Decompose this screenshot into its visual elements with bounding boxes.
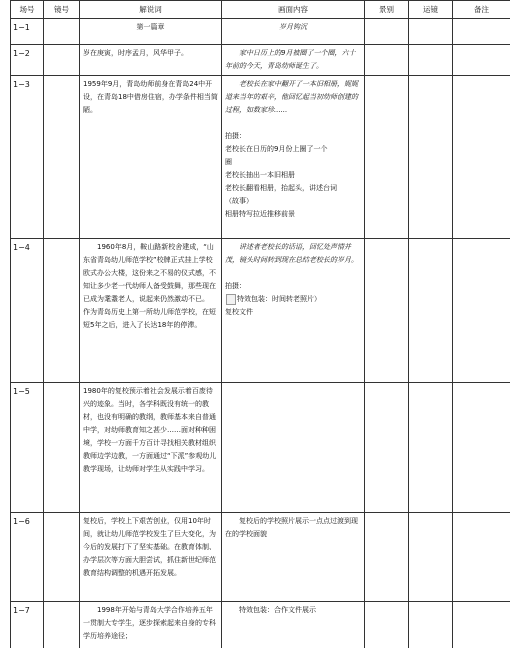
content-cell — [222, 239, 365, 383]
content-line: 圈 — [225, 158, 232, 166]
shot-table — [10, 0, 510, 648]
content-line: 相册特写拉近推移前景 — [225, 210, 295, 218]
scene-number: 1−6 — [11, 513, 44, 602]
note-cell — [453, 19, 511, 45]
note-cell — [453, 383, 511, 513]
narration-cell: 1980年的复校预示着社会发展示着百废待兴的迹象。当时，各学科既没有统一的教材，也没有明确的教纲，教师基本来自普通中学，对幼师教育知之甚少……面对种种困境，学校一方面千方百计寻找相关教材组织教师边学边教，一方面通过“下派”参观幼儿教学现场，让幼师对学生从实践中学习。 — [80, 383, 222, 513]
narration-cell: 岁在庚寅，时序孟月，风华甲子。 — [80, 45, 222, 76]
scene-number: 1−2 — [11, 45, 44, 76]
content-cell: 特效包装：合作文件展示 — [222, 602, 365, 648]
camera-cell — [409, 45, 453, 76]
shot-cell — [44, 45, 80, 76]
header-row — [11, 1, 511, 19]
blank-line — [225, 117, 361, 130]
camera-cell — [409, 383, 453, 513]
narration-paragraph: 1960年8月，鞍山路新校舍建成，“山东省青岛幼儿师范学校”校牌正式挂上学校欧式办公大楼，这份来之不易的仪式感，不知让多少老一代幼师人备受鼓舞，那些现在已成为耄耋老人，说起来仍然激动不已。 — [83, 243, 216, 303]
note-cell — [453, 76, 511, 239]
narration-paragraph: 作为青岛历史上第一所幼儿师范学校，在短短5年之后，进入了长达18年的停滞。 — [83, 308, 216, 329]
photo-placeholder-icon — [226, 294, 236, 305]
camera-cell — [409, 513, 453, 602]
camera-cell — [409, 76, 453, 239]
view-cell — [365, 383, 409, 513]
note-cell — [453, 602, 511, 648]
content-line: 复校文件 — [225, 308, 253, 316]
narration-cell: 复校后，学校上下艰苦创业，仅用10年时间，就让幼儿师范学校发生了巨大变化，为今后的发展打下了坚实基础。在教育体制、办学层次等方面大胆尝试，抓住新世纪师范教育结构调整的机遇开拓发展。 — [80, 513, 222, 602]
narration-cell: 第一篇章 — [80, 19, 222, 45]
header-scene: 场号 — [11, 1, 44, 19]
note-cell — [453, 513, 511, 602]
header-view: 景别 — [365, 1, 409, 19]
table-row — [11, 602, 511, 648]
camera-cell — [409, 19, 453, 45]
scene-number: 1−1 — [11, 19, 44, 45]
content-cell: 复校后的学校照片展示一点点过渡到现在的学校面貌 — [222, 513, 365, 602]
blank-line — [225, 267, 361, 280]
content-line: 老校长抽出一本旧相册 — [225, 171, 295, 179]
view-cell — [365, 513, 409, 602]
camera-cell — [409, 239, 453, 383]
header-narration: 解说词 — [80, 1, 222, 19]
narration-cell: 1998年开始与青岛大学合作培养五年一贯制大专学生，逐步探索起来自身的专科学历培养途径； — [80, 602, 222, 648]
table-row — [11, 513, 511, 602]
content-paragraph: 讲述者老校长的话语，回忆处声情并茂，镜头时间转到现在总结老校长的岁月。 — [225, 243, 358, 264]
view-cell — [365, 45, 409, 76]
table-row — [11, 76, 511, 239]
narration-cell — [80, 239, 222, 383]
content-cell — [222, 383, 365, 513]
shot-cell — [44, 602, 80, 648]
content-cell — [222, 76, 365, 239]
header-camera: 运镜 — [409, 1, 453, 19]
content-line-text: 特效包装：时间转老照片） — [237, 295, 321, 303]
header-shot: 镜号 — [44, 1, 80, 19]
header-note: 备注 — [453, 1, 511, 19]
scene-number: 1−4 — [11, 239, 44, 383]
script-sheet — [10, 0, 510, 648]
table-row — [11, 19, 511, 45]
shot-cell — [44, 383, 80, 513]
content-line: 老校长翻看相册，抬起头，讲述台词 — [225, 184, 337, 192]
shot-cell — [44, 76, 80, 239]
view-cell — [365, 239, 409, 383]
narration-cell: 1959年9月，青岛幼师前身在青岛24中开设，在青岛18中借房住宿，办学条件相当简陋。 — [80, 76, 222, 239]
table-row — [11, 383, 511, 513]
content-line — [225, 293, 361, 306]
content-line: 老校长在日历的9月份上圈了一个 — [225, 145, 328, 153]
scene-number: 1−5 — [11, 383, 44, 513]
content-cell: 家中日历上的9月被圈了一个圈，六十年前的今天，青岛幼师诞生了。 — [222, 45, 365, 76]
table-row — [11, 239, 511, 383]
content-line: 拍摄： — [225, 282, 246, 290]
shot-cell — [44, 239, 80, 383]
content-cell: 岁月钩沉 — [222, 19, 365, 45]
scene-number: 1−3 — [11, 76, 44, 239]
content-line: （故事） — [225, 197, 253, 205]
shot-cell — [44, 19, 80, 45]
note-cell — [453, 45, 511, 76]
table-row — [11, 45, 511, 76]
view-cell — [365, 19, 409, 45]
note-cell — [453, 239, 511, 383]
shot-cell — [44, 513, 80, 602]
view-cell — [365, 602, 409, 648]
content-line: 拍摄： — [225, 132, 246, 140]
view-cell — [365, 76, 409, 239]
scene-number: 1−7 — [11, 602, 44, 648]
header-content: 画面内容 — [222, 1, 365, 19]
camera-cell — [409, 602, 453, 648]
content-paragraph: 老校长在家中翻开了一本旧相册，娓娓道来当年的艰辛，他回忆起当初幼师创建的过程，如数家珍...... — [225, 80, 358, 114]
